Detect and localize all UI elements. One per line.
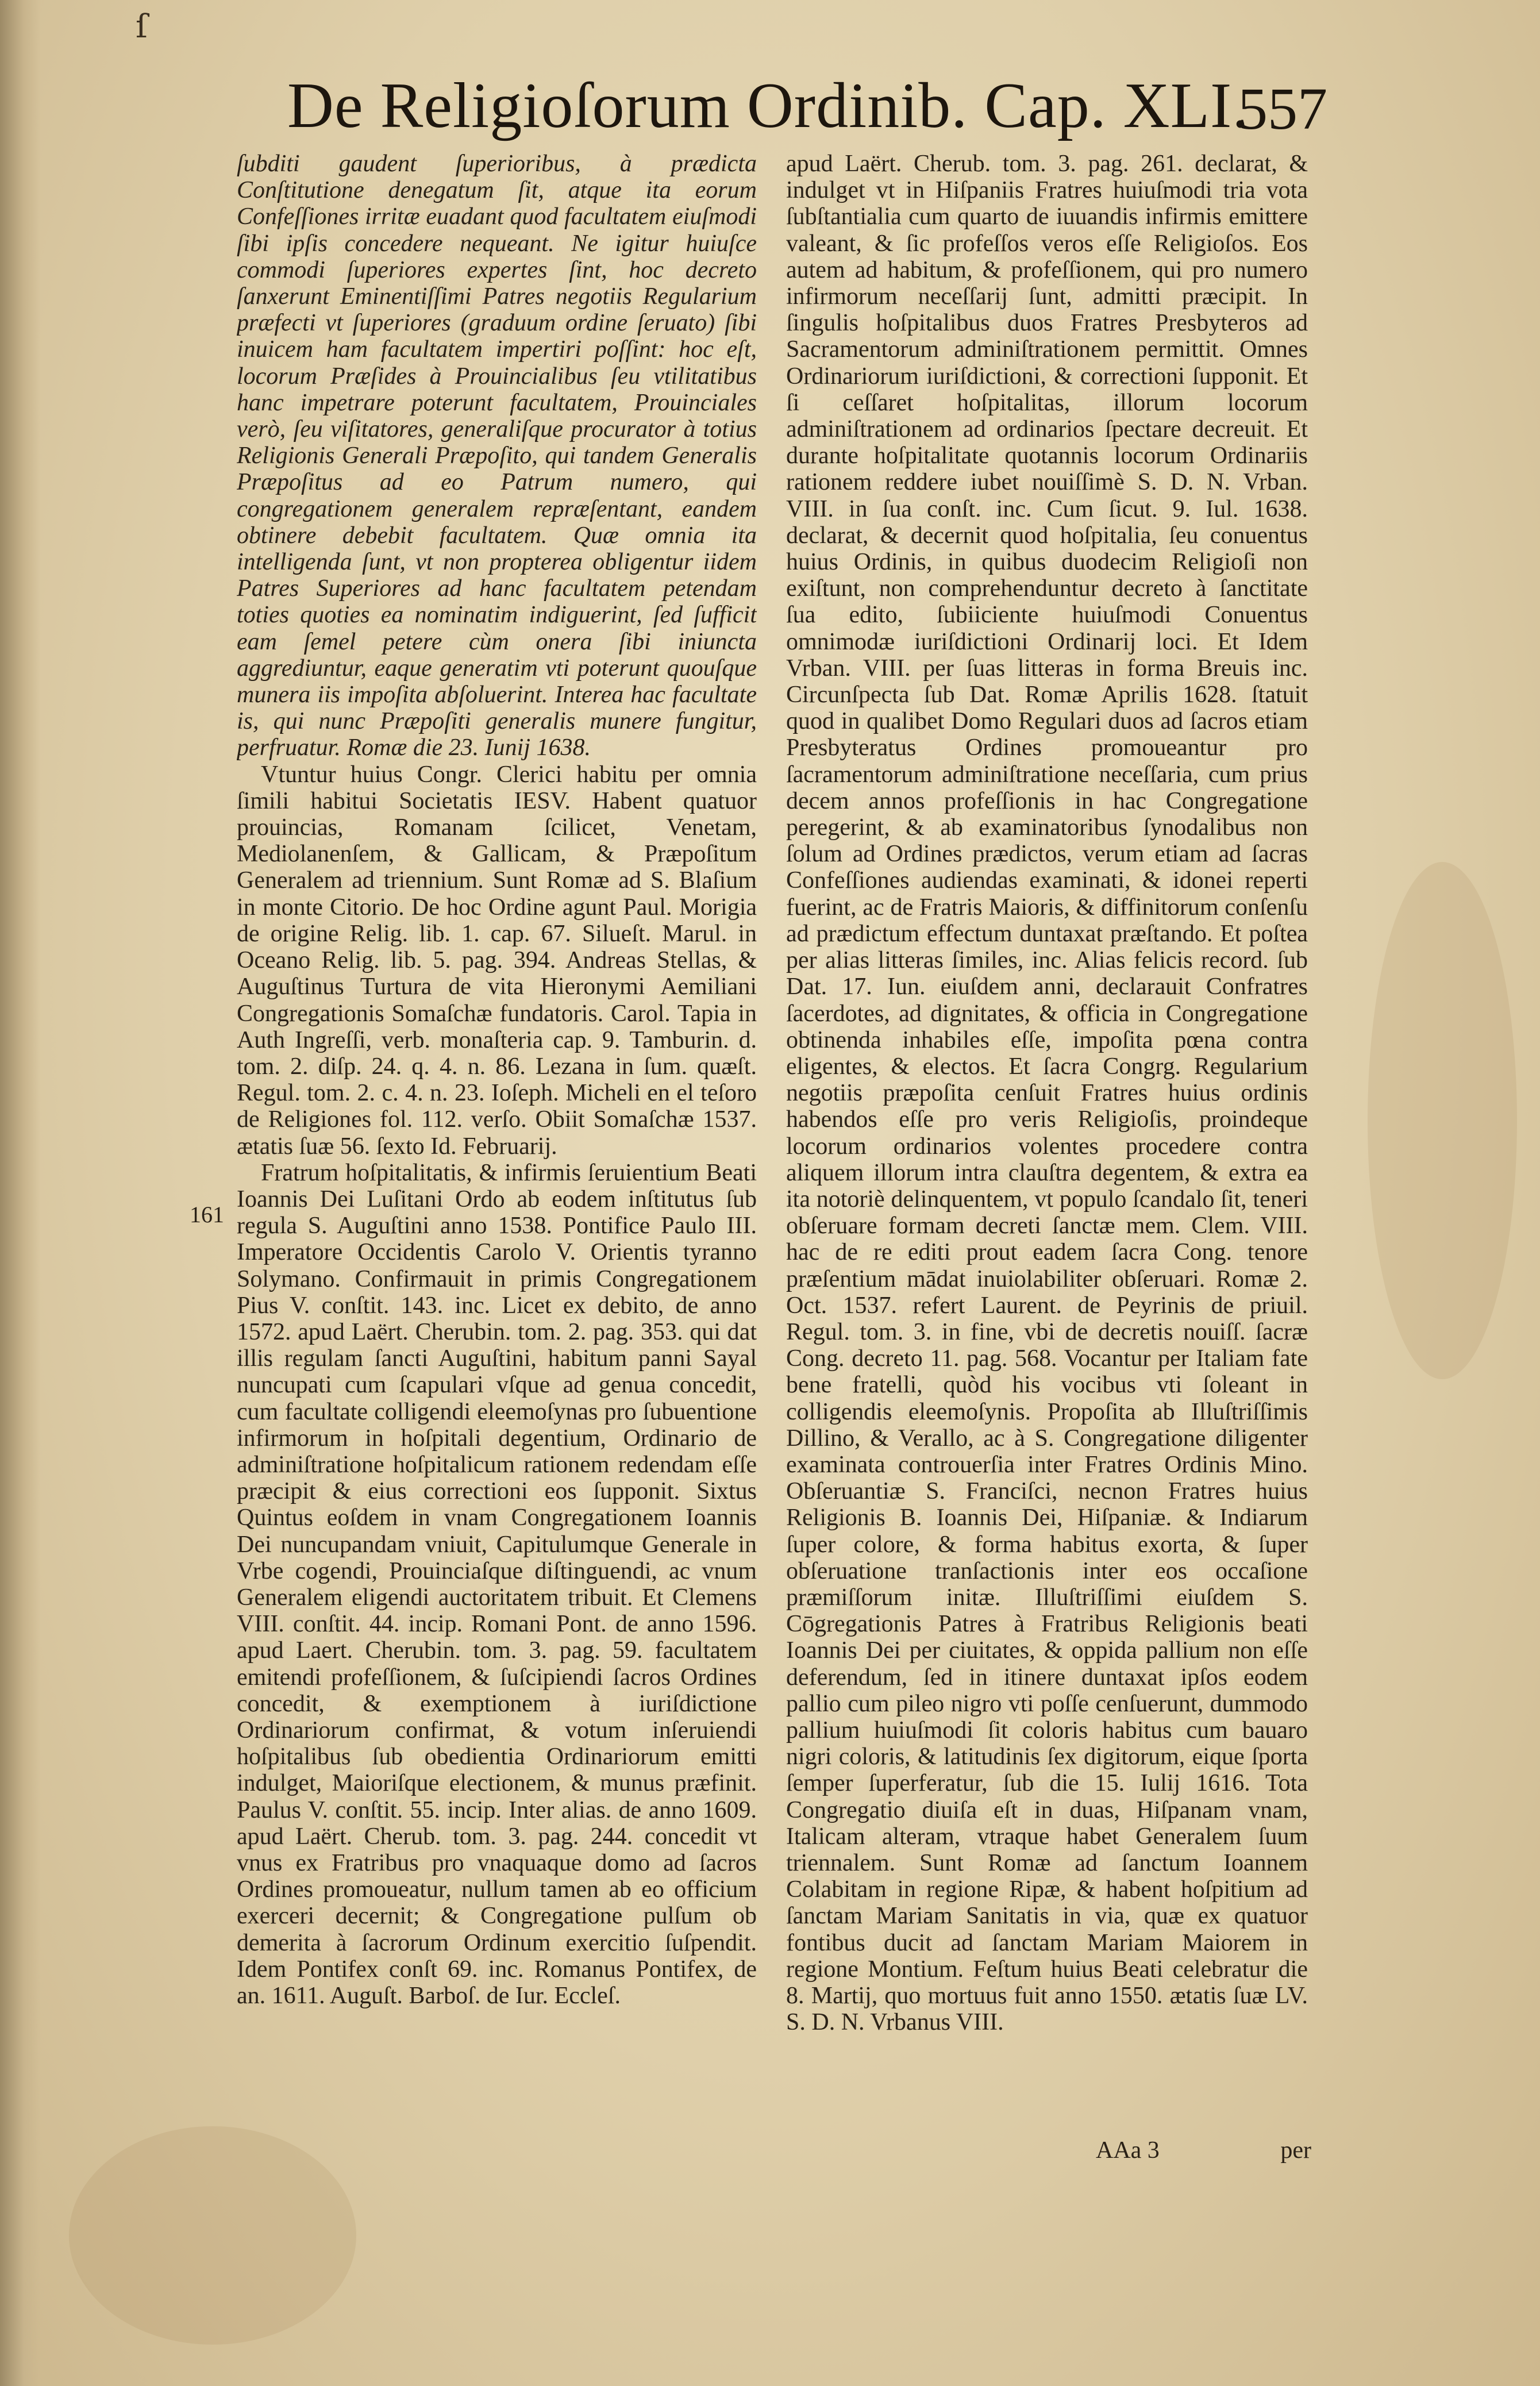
page-footer <box>1070 2137 1311 2165</box>
margin-number: 161 <box>190 1202 224 1227</box>
paper-stain <box>1368 862 1517 1379</box>
page-number: 557 <box>1238 76 1327 142</box>
catchword: per <box>1280 2137 1311 2164</box>
right-paragraph-1: apud Laërt. Cherub. tom. 3. pag. 261. declarat, & indulget vt in Hiſpaniis Fratres huiuſmodi tria vota ſubſtantialia cum quarto de iuuandis infirmis emittere valeant, & ſic profeſſos veros eſſe Religioſos. Eos autem ad habitum, & profeſſionem, qui pro numero infirmorum neceſſarij ſunt, admitti præcipit. In ſingulis hoſpitalibus duos Fratres Presbyteros ad Sacramentorum adminiſtrationem permittit. Omnes Ordinariorum iuriſdictioni, & correctioni ſupponit. Et ſi ceſſaret hoſpitalitas, illorum locorum adminiſtrationem ad ordinarios ſpectare decreuit. Et durante hoſpitalitate quotannis locorum Ordinariis rationem reddere iubet nouiſſimè S. D. N. Vrban. VIII. in ſua conſt. inc. Cum ſicut. 9. Iul. 1638. declarat, & decernit quod hoſpitalia, ſeu conuentus huius Ordinis, in quibus duodecim Religioſi non exiſtunt, non comprehenduntur decreto à ſanctitate ſua edito, ſubiiciente huiuſmodi Conuentus omnimodæ iuriſdictioni Ordinarij loci. Et Idem Vrban. VIII. per ſuas litteras in forma Breuis inc. Circunſpecta ſub Dat. Romæ Aprilis 1628. ſtatuit quod in qualibet Domo Regulari duos ad ſacros etiam Presbyteratus Ordines promoueantur pro ſacramentorum adminiſtratione neceſſaria, cum prius decem annos profeſſionis in hac Congregatione peregerint, & ab examinatoribus ſynodalibus non ſolum ad Ordines prædictos, verum etiam ad ſacras Confeſſiones audiendas examinati, & idonei reperti fuerint, ac de Fratris Maioris, & diffinitorum conſenſu ad prædictum effectum duntaxat præſtando. Et poſtea per alias litteras ſimiles, inc. Alias felicis record. ſub Dat. 17. Iun. eiuſdem anni, declarauit Confratres ſacerdotes, ad dignitates, & officia in Congregatione obtinenda inhabiles eſſe, impoſita pœna contra eligentes, & electos. Et ſacra Congrg. Regularium negotiis præpoſita cenſuit Fratres huius ordinis habendos eſſe pro veris Religioſis, proindeque locorum ordinarios volentes procedere contra aliquem illorum intra clauſtra degentem, & extra ea ita notoriè delinquentem, vt populo ſcandalo ſit, teneri obſeruare formam decreti ſanctæ mem. Clem. VIII. hac de re editi prout eadem ſacra Cong. tenore præſentium mādat inuiolabiliter obſeruari. Romæ 2. Oct. 1537. refert Laurent. de Peyrinis de priuil. Regul. tom. 3. in fine, vbi de decretis nouiſſ. ſacræ Cong. decreto 11. pag. 568. Vocantur per Italiam fate bene fratelli, quòd his vocibus vti ſoleant in colligendis eleemoſynis. Propoſita ab Illuſtriſſimis Dillino, & Verallo, ac à S. Congregatione diligenter examinata controuerſia inter Fratres Ordinis Mino. Obſeruantiæ S. Franciſci, necnon Fratres huius Religionis B. Ioannis Dei, Hiſpaniæ. & Indiarum ſuper colore, & forma habitus exorta, & ſuper obſeruatione tranſactionis inter eos occaſione præmiſſorum initæ. Illuſtriſſimi eiuſdem S. Cōgregationis Patres à Fratribus Religionis beati Ioannis Dei per ciuitates, & oppida pallium non eſſe deferendum, ſed in itinere duntaxat ipſos eodem pallio cum pileo nigro vti poſſe cenſuerunt, dummodo pallium huiuſmodi ſit coloris habitus cum bauaro nigri coloris, & latitudinis ſex digitorum, eique ſporta ſemper ſuperferatur, ſub die 15. Iulij 1616. Tota Congregatio diuiſa eſt in duas, Hiſpanam vnam, Italicam alteram, vtraque habet Generalem ſuum triennalem. Sunt Romæ ad ſanctum Ioannem Colabitam in regione Ripæ, & habent hoſpitium ad ſanctam Mariam Sanitatis in via, quæ ex quatuor fontibus ducit ad ſanctam Mariam Maiorem in regione Montium. Feſtum huius Beati celebratur die 8. Martij, quo mortuus fuit anno 1550. ætatis ſuæ LV. S. D. N. Vrbanus VIII. <box>786 151 1308 2036</box>
left-paragraph-1: ſubditi gaudent ſuperioribus, à prædicta Conſtitutione denegatum ſit, atque ita eorum Confeſſiones irritæ euadant quod facultatem eiuſmodi ſibi ipſis concedere nequeant. Ne igitur huiuſce commodi ſuperiores expertes ſint, hoc decreto ſanxerunt Eminentiſſimi Patres negotiis Regularium præfecti vt ſuperiores (graduum ordine ſeruato) ſibi inuicem ham facultatem impertiri poſſint: hoc eſt, locorum Præſides à Prouincialibus ſeu vtilitatibus hanc impetrare poterunt facultatem, Prouinciales verò, ſeu viſitatores, generaliſque procurator à totius Religionis Generali Præpoſito, qui tandem Generalis Præpoſitus ad eo Patrum numero, qui congregationem generalem repræſentant, eandem obtinere debebit facultatem. Quæ omnia ita intelligenda ſunt, vt non propterea obligentur iidem Patres Superiores ad hanc facultatem petendam toties quoties ea nominatim indiguerint, ſed ſufficit eam ſemel petere cùm onera ſibi iniuncta aggrediuntur, eaque generatim vti poterunt quouſque munera iis impoſita abſoluerint. Interea hac facultate is, qui nunc Præpoſiti generalis munere fungitur, perfruatur. Romæ die 23. Iunij 1638. <box>237 151 757 761</box>
corner-mark: ſ <box>136 8 148 45</box>
signature-mark: AAa 3 <box>1096 2137 1160 2164</box>
running-title: De Religioſorum Ordinib. Cap. XLI. <box>287 70 1249 141</box>
right-column <box>786 151 1308 2150</box>
left-paragraph-2: Vtuntur huius Congr. Clerici habitu per omnia ſimili habitui Societatis IESV. Habent quatuor prouincias, Romanam ſcilicet, Venetam, Mediolanenſem, & Gallicam, & Præpoſitum Generalem ad triennium. Sunt Romæ ad S. Blaſium in monte Citorio. De hoc Ordine agunt Paul. Morigia de origine Relig. lib. 1. cap. 67. Silueſt. Marul. in Oceano Relig. lib. 5. pag. 394. Andreas Stellas, & Auguſtinus Turtura de vita Hieronymi Aemiliani Congregationis Somaſchæ fundatoris. Carol. Tapia in Auth Ingreſſi, verb. monaſteria cap. 9. Tamburin. d. tom. 2. diſp. 24. q. 4. n. 86. Lezana in ſum. quæſt. Regul. tom. 2. c. 4. n. 23. Ioſeph. Micheli en el teſoro de Religiones fol. 112. verſo. Obiit Somaſchæ 1537. ætatis ſuæ 56. ſexto Id. Februarij. <box>237 761 757 1160</box>
page-edge-shadow <box>0 0 40 2386</box>
paper-stain <box>69 2126 356 2345</box>
left-column <box>237 151 757 2150</box>
left-paragraph-3: Fratrum hoſpitalitatis, & infirmis ſeruientium Beati Ioannis Dei Luſitani Ordo ab eodem inſtitutus ſub regula S. Auguſtini anno 1538. Pontifice Paulo III. Imperatore Occidentis Carolo V. Orientis tyranno Solymano. Confirmauit in primis Congregationem Pius V. conſtit. 143. inc. Licet ex debito, de anno 1572. apud Laërt. Cherubin. tom. 2. pag. 353. qui dat illis regulam ſancti Auguſtini, habitum panni Sayal nuncupati cum ſcapulari vſque ad genua concedit, cum facultate colligendi eleemoſynas pro ſubuentione infirmorum in hoſpitali degentium, Ordinario de adminiſtratione hoſpitalicum rationem redendam eſſe præcipit & eius correctioni eos ſupponit. Sixtus Quintus eoſdem in vnam Congregationem Ioannis Dei nuncupandam vniuit, Capitulumque Generale in Vrbe cogendi, Prouinciaſque diſtinguendi, ac vnum Generalem eligendi auctoritatem tribuit. Et Clemens VIII. conſtit. 44. incip. Romani Pont. de anno 1596. apud Laert. Cherubin. tom. 3. pag. 59. facultatem emitendi profeſſionem, & ſuſcipiendi ſacros Ordines concedit, & exemptionem à iuriſdictione Ordinariorum confirmat, & votum inſeruiendi hoſpitalibus ſub obedientia Ordinariorum emitti indulget, Maioriſque electionem, & munus præfinit. Paulus V. conſtit. 55. incip. Inter alias. de anno 1609. apud Laërt. Cherub. tom. 3. pag. 244. concedit vt vnus ex Fratribus pro vnaquaque domo ad ſacros Ordines promoueatur, nullum tamen ab eo officium exerceri decernit; & Congregatione pulſum ob demerita à ſacrorum Ordinum exercitio ſuſpendit. Idem Pontifex conſt 69. inc. Romanus Pontifex, de an. 1611. Auguſt. Barboſ. de Iur. Eccleſ. <box>237 1159 757 2010</box>
page-header <box>287 69 1379 149</box>
